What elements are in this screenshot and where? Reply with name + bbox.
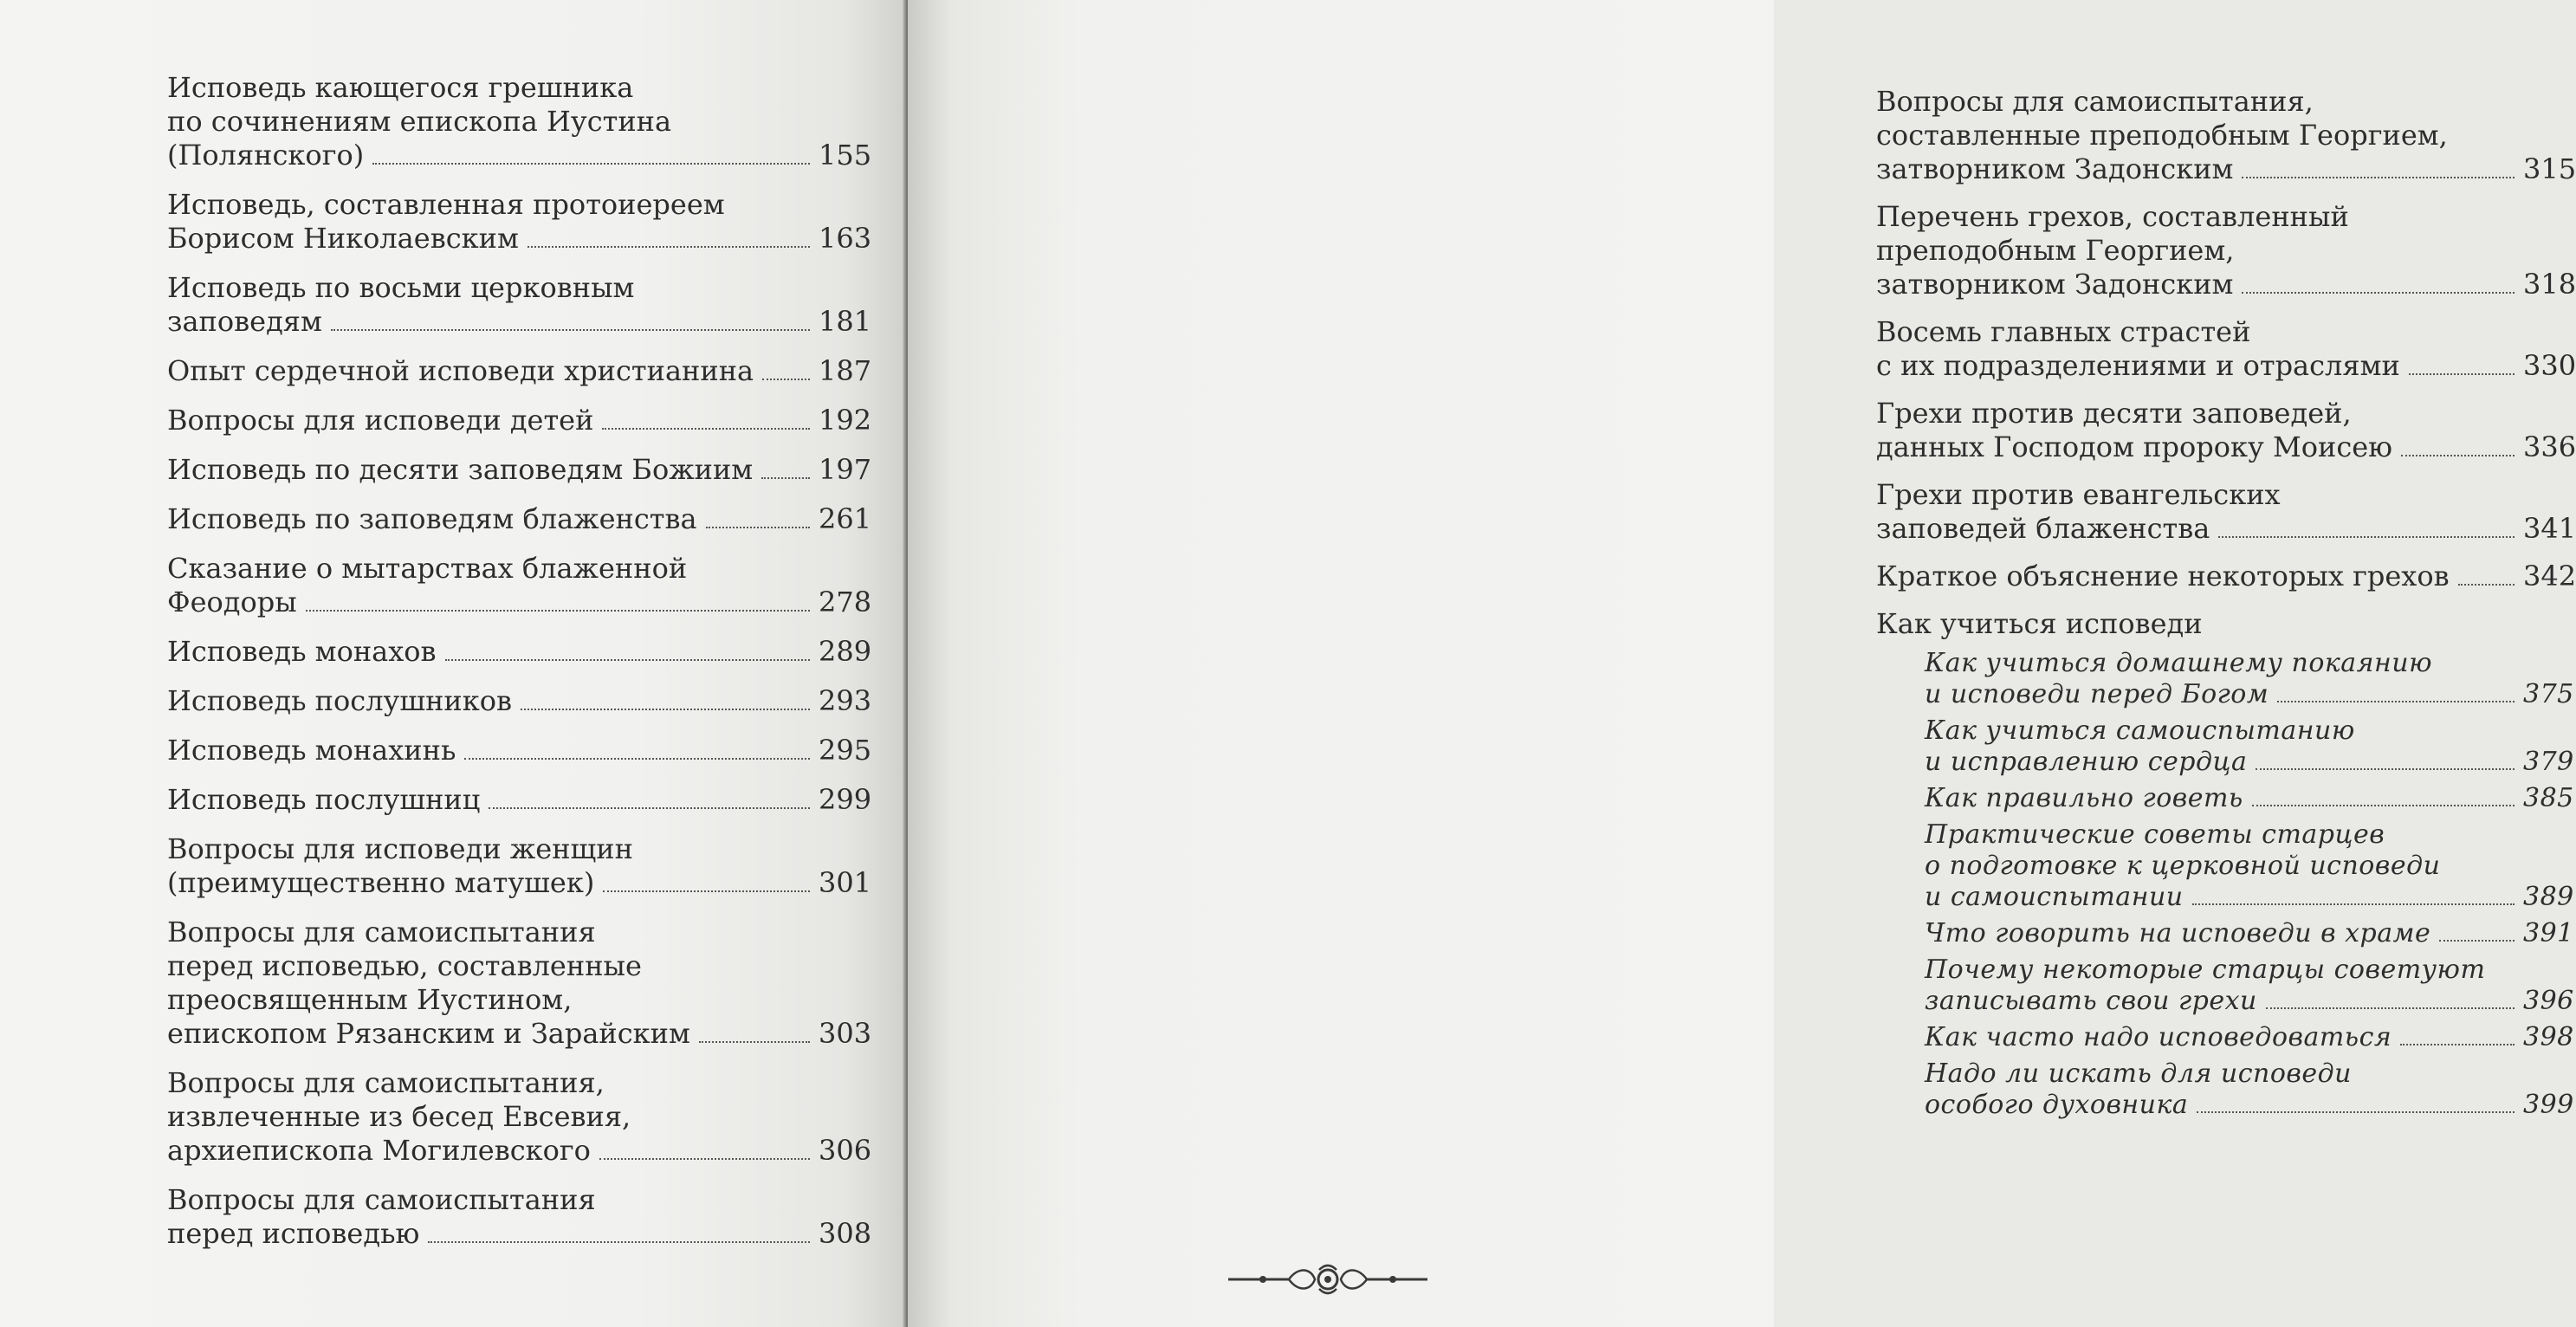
- toc-section-title[interactable]: Как учиться исповеди: [1876, 607, 2203, 640]
- toc-entry-last-line: [1876, 560, 2576, 593]
- toc-entry-title-line: по сочинениям епископа Иустина: [167, 105, 672, 138]
- toc-entry-last-line: [167, 635, 872, 669]
- toc-entry-last-line: [1925, 986, 2573, 1017]
- page-number: 261: [819, 502, 872, 535]
- page-number: 289: [819, 635, 872, 668]
- toc-entry-title-line: Перечень грехов, составленный: [1876, 200, 2349, 233]
- dot-leader: [762, 379, 810, 380]
- dot-leader: [706, 527, 810, 528]
- page-number: 197: [819, 453, 872, 486]
- page-number: 301: [819, 866, 872, 899]
- left-page: [0, 0, 908, 1327]
- toc-entry-last-line: [1925, 882, 2573, 913]
- toc-entry-title-line: преподобным Георгием,: [1876, 234, 2235, 267]
- toc-entry-last-line: [1925, 679, 2573, 710]
- toc-entry[interactable]: [1876, 918, 2573, 949]
- dot-leader: [2458, 584, 2515, 586]
- toc-entry-last-line: [167, 586, 872, 619]
- toc-entry-title-line: Вопросы для самоиспытания,: [167, 1066, 605, 1099]
- toc-entry-last-line: [167, 1134, 872, 1168]
- right-page: [908, 0, 2576, 1327]
- toc-entry-title-line: о подготовке к церковной исповеди: [1925, 851, 2441, 881]
- dot-leader: [372, 163, 810, 165]
- toc-entry[interactable]: [1876, 955, 2573, 1017]
- toc-entry-title-line: Исповедь, составленная протоиереем: [167, 188, 725, 221]
- dot-leader: [445, 659, 810, 661]
- toc-entry-title-line: затворником Задонским: [1876, 268, 2234, 301]
- toc-entry[interactable]: [167, 916, 872, 1051]
- toc-entry-title-line: затворником Задонским: [1876, 152, 2234, 185]
- toc-entry[interactable]: [167, 502, 872, 536]
- toc-entry-last-line: [1876, 268, 2576, 301]
- toc-entry-title-line: заповедям: [167, 305, 322, 338]
- toc-entry-title-line: Вопросы для исповеди женщин: [167, 832, 633, 865]
- toc-entry[interactable]: [167, 1183, 872, 1251]
- toc-entry-title-line: Исповедь по восьми церковным: [167, 271, 635, 304]
- toc-entry-title-line: Почему некоторые старцы советуют: [1925, 955, 2486, 985]
- toc-entry[interactable]: [167, 552, 872, 619]
- toc-entry-last-line: [167, 305, 872, 339]
- toc-entry-title-line: Грехи против десяти заповедей,: [1876, 397, 2352, 430]
- toc-entry-last-line: [1925, 1090, 2573, 1121]
- toc-entry-title-line: Исповедь кающегося грешника: [167, 71, 634, 104]
- toc-entry[interactable]: [167, 684, 872, 718]
- dot-leader: [2242, 292, 2515, 294]
- toc-entry-title-line: Сказание о мытарствах блаженной: [167, 552, 688, 585]
- page-number: 192: [819, 404, 872, 437]
- toc-entry[interactable]: [167, 453, 872, 487]
- toc-entry-title-line: и исповеди перед Богом: [1925, 679, 2269, 709]
- toc-entry[interactable]: [167, 635, 872, 669]
- toc-entry[interactable]: [167, 271, 872, 339]
- toc-entry-last-line: [1925, 747, 2573, 778]
- page-number: 318: [2523, 268, 2576, 301]
- toc-entry-title-line: Исповедь монахинь: [167, 734, 456, 767]
- toc-entry-title-line: данных Господом пророку Моисею: [1876, 430, 2393, 463]
- toc-entry[interactable]: [1876, 478, 2576, 546]
- toc-entry[interactable]: [1876, 315, 2576, 383]
- toc-entry-title-line: Опыт сердечной исповеди христианина: [167, 354, 754, 387]
- dot-leader: [331, 329, 810, 331]
- dot-leader: [2400, 1044, 2515, 1045]
- toc-entry-title-line: Краткое объяснение некоторых грехов: [1876, 560, 2450, 592]
- toc-entry-title-line: перед исповедью, составленные: [167, 949, 642, 982]
- toc-entry[interactable]: [167, 188, 872, 256]
- dot-leader: [761, 477, 810, 479]
- floral-vignette-icon: [1228, 1263, 1427, 1296]
- toc-entry-last-line: [1925, 783, 2573, 814]
- dot-leader: [602, 428, 810, 430]
- dot-leader: [428, 1241, 810, 1243]
- dot-leader: [2277, 701, 2515, 702]
- toc-entry-title-line: и исправлению сердца: [1925, 747, 2248, 777]
- toc-entry-title-line: заповедей блаженства: [1876, 512, 2210, 545]
- dot-leader: [699, 1041, 810, 1043]
- toc-entry-title-line: Исповедь послушниц: [167, 783, 481, 816]
- toc-entry-title-line: перед исповедью: [167, 1217, 420, 1250]
- dot-leader: [527, 246, 810, 248]
- toc-entry-last-line: [1925, 918, 2573, 949]
- toc-entry-last-line: [1925, 1022, 2573, 1053]
- page-number: 315: [2523, 152, 2576, 185]
- toc-entry[interactable]: [167, 734, 872, 767]
- toc-entry-last-line: [167, 866, 872, 900]
- page-number: 336: [2523, 430, 2576, 463]
- toc-entry[interactable]: [1876, 715, 2573, 778]
- page-number: 278: [819, 586, 872, 618]
- toc-entry-title-line: Надо ли искать для исповеди: [1925, 1058, 2352, 1089]
- toc-entry-title-line: записывать свои грехи: [1925, 986, 2257, 1016]
- page-number: 398: [2523, 1022, 2574, 1052]
- toc-entry[interactable]: [1876, 200, 2576, 301]
- page-number: 375: [2523, 679, 2574, 709]
- page-number: 399: [2523, 1090, 2574, 1120]
- dot-leader: [2197, 1111, 2515, 1113]
- page-number: 389: [2523, 882, 2574, 912]
- dot-leader: [599, 1158, 810, 1160]
- toc-entry-last-line: [167, 139, 872, 172]
- toc-entry-title-line: Феодоры: [167, 586, 297, 618]
- toc-entry[interactable]: [167, 783, 872, 817]
- right-toc-list: [1876, 85, 2576, 1126]
- dot-leader: [2242, 177, 2515, 178]
- toc-entry-title-line: Грехи против евангельских: [1876, 478, 2281, 511]
- toc-entry-title-line: Вопросы для самоиспытания,: [1876, 85, 2314, 118]
- toc-entry[interactable]: [167, 71, 872, 172]
- toc-entry[interactable]: [1876, 783, 2573, 814]
- toc-entry[interactable]: [1876, 397, 2576, 464]
- page-number: 330: [2523, 349, 2576, 382]
- dot-leader: [2192, 903, 2515, 905]
- page-number: 342: [2523, 560, 2576, 592]
- toc-entry-last-line: [167, 684, 872, 718]
- toc-entry-last-line: [1876, 152, 2576, 186]
- toc-entry-title-line: Исповедь по заповедям блаженства: [167, 502, 697, 535]
- toc-entry-title-line: Исповедь послушников: [167, 684, 513, 717]
- toc-entry-last-line: [1876, 430, 2576, 464]
- page-number: 299: [819, 783, 872, 816]
- left-toc-list: [167, 71, 872, 1266]
- toc-entry-title-line: Вопросы для исповеди детей: [167, 404, 594, 437]
- toc-entry-title-line: (преимущественно матушек): [167, 866, 595, 899]
- dot-leader: [2409, 373, 2515, 375]
- toc-entry-last-line: [167, 1017, 872, 1051]
- page-number: 303: [819, 1017, 872, 1050]
- page-number: 391: [2523, 918, 2574, 948]
- toc-entry-title-line: Как учиться самоиспытанию: [1925, 715, 2355, 746]
- toc-entry-title-line: Практические советы старцев: [1925, 819, 2385, 850]
- page-number: 396: [2523, 986, 2574, 1016]
- toc-entry[interactable]: [1876, 1058, 2573, 1121]
- dot-leader: [2252, 805, 2515, 806]
- toc-entry-title-line: Вопросы для самоиспытания: [167, 916, 596, 948]
- toc-entry-title-line: Исповедь по десяти заповедям Божиим: [167, 453, 754, 486]
- toc-entry-title-line: архиепископа Могилевского: [167, 1134, 591, 1167]
- toc-entry-title-line: Исповедь монахов: [167, 635, 437, 668]
- toc-entry[interactable]: [1876, 560, 2576, 593]
- dot-leader: [2401, 455, 2515, 456]
- toc-entry[interactable]: [167, 832, 872, 900]
- page-number: 187: [819, 354, 872, 387]
- toc-entry-title-line: составленные преподобным Георгием,: [1876, 119, 2448, 152]
- dot-leader: [603, 890, 810, 892]
- dot-leader: [2256, 768, 2515, 770]
- toc-entry[interactable]: [1876, 85, 2576, 186]
- page-number: 163: [819, 222, 872, 255]
- toc-entry-last-line: [167, 453, 872, 487]
- toc-entry-title-line: епископом Рязанским и Зарайским: [167, 1017, 690, 1050]
- toc-entry-title-line: (Полянского): [167, 139, 365, 172]
- toc-entry-last-line: [167, 502, 872, 536]
- toc-entry-title-line: Что говорить на исповеди в храме: [1925, 918, 2431, 948]
- toc-entry-title-line: извлеченные из бесед Евсевия,: [167, 1100, 631, 1133]
- toc-entry-title-line: преосвященным Иустином,: [167, 983, 573, 1016]
- toc-entry-title-line: и самоиспытании: [1925, 882, 2184, 912]
- dot-leader: [464, 758, 810, 760]
- toc-entry-title-line: Восемь главных страстей: [1876, 315, 2251, 348]
- page-number: 181: [819, 305, 872, 338]
- toc-entry-title-line: Вопросы для самоиспытания: [167, 1183, 596, 1216]
- toc-entry[interactable]: [1876, 1022, 2573, 1053]
- toc-entry[interactable]: [167, 404, 872, 437]
- toc-entry[interactable]: [167, 354, 872, 388]
- dot-leader: [306, 610, 810, 612]
- toc-entry-last-line: [167, 783, 872, 817]
- toc-entry-title-line: Как часто надо исповедоваться: [1925, 1022, 2392, 1052]
- dot-leader: [489, 807, 810, 809]
- toc-entry-last-line: [167, 404, 872, 437]
- dot-leader: [521, 709, 810, 710]
- toc-entry-title-line: особого духовника: [1925, 1090, 2189, 1120]
- page-number: 293: [819, 684, 872, 717]
- page-number: 341: [2523, 512, 2576, 545]
- toc-entry-last-line: [167, 734, 872, 767]
- toc-entry-title-line: Как правильно говеть: [1925, 783, 2243, 813]
- toc-entry-last-line: [1876, 349, 2576, 383]
- dot-leader: [2439, 940, 2515, 942]
- toc-entry-last-line: [1876, 512, 2576, 546]
- toc-entry[interactable]: [167, 1066, 872, 1168]
- page-number: 385: [2523, 783, 2574, 813]
- page-number: 379: [2523, 747, 2574, 777]
- page-number: 155: [819, 139, 872, 172]
- toc-entry-last-line: [167, 354, 872, 388]
- toc-entry[interactable]: [1876, 648, 2573, 710]
- dot-leader: [2218, 536, 2515, 538]
- page-number: 306: [819, 1134, 872, 1167]
- toc-entry[interactable]: [1876, 819, 2573, 913]
- page-number: 295: [819, 734, 872, 767]
- toc-entry-title-line: Как учиться домашнему покаянию: [1925, 648, 2433, 678]
- toc-entry-last-line: [167, 1217, 872, 1251]
- toc-entry-title-line: с их подразделениями и отраслями: [1876, 349, 2400, 382]
- toc-entry-last-line: [167, 222, 872, 256]
- page-number: 308: [819, 1217, 872, 1250]
- toc-entry-title-line: Борисом Николаевским: [167, 222, 519, 255]
- dot-leader: [2266, 1007, 2515, 1009]
